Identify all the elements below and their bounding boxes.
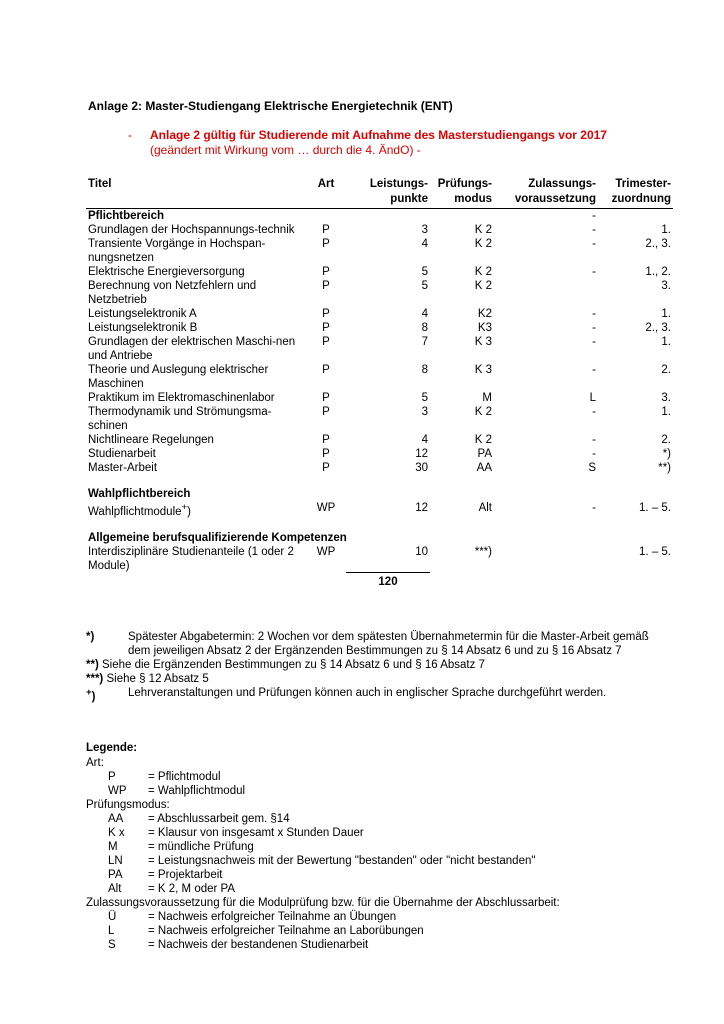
header-zulassungsvoraussetzung: Zulassungs- voraussetzung <box>494 177 598 209</box>
module-trimester: 1. <box>661 224 671 236</box>
section-title: Pflichtbereich <box>88 210 165 222</box>
module-credits: 12 <box>415 448 428 460</box>
table-row <box>86 321 673 335</box>
module-title: Leistungselektronik B <box>88 322 198 334</box>
module-prerequisite <box>494 545 598 573</box>
legend-item: Alt = K 2, M oder PA <box>108 883 236 895</box>
module-exam-mode: K 2 <box>474 406 492 418</box>
legend-item: K x = Klausur von insgesamt x Stunden Dauer <box>108 827 364 839</box>
header-leistungspunkte: Leistungs- punkte <box>346 177 430 209</box>
total-credits: 120 <box>346 573 430 590</box>
module-art: P <box>322 448 330 460</box>
module-exam-mode: ***) <box>474 545 492 558</box>
module-title: Nichtlineare Regelungen <box>88 434 214 446</box>
section-row-wahl <box>86 487 673 501</box>
legend-zv-label: Zulassungsvoraussetzung für die Modulprüfung bzw. für die Übernahme der Abschlussarbeit: <box>86 897 560 909</box>
module-exam-mode: M <box>482 392 492 404</box>
module-prerequisite: - <box>592 364 596 376</box>
module-exam-mode: K 2 <box>474 224 492 236</box>
table-row <box>86 307 673 321</box>
module-title: Praktikum im Elektromaschinenlabor <box>88 392 275 404</box>
module-title: Berechnung von Netzfehlern und Netzbetrieb <box>88 280 257 306</box>
footnotes <box>86 630 656 703</box>
legend-heading: Legende: <box>86 742 138 754</box>
module-art: P <box>322 238 330 250</box>
header-pruefungsmodus: Prüfungs- modus <box>430 177 494 209</box>
module-prerequisite: - <box>592 266 596 278</box>
module-prerequisite: - <box>592 448 596 460</box>
module-exam-mode: AA <box>476 462 492 474</box>
section-row-pflicht <box>86 209 673 224</box>
table-row <box>86 223 673 237</box>
module-trimester: **) <box>658 462 671 474</box>
validity-note <box>128 128 607 158</box>
legend-pm-label: Prüfungsmodus: <box>86 799 170 811</box>
legend-item: Ü = Nachweis erfolgreicher Teilnahme an Übungen <box>108 911 397 923</box>
module-trimester: 1. <box>661 406 671 418</box>
module-credits: 5 <box>421 266 428 278</box>
module-exam-mode: K 3 <box>474 364 492 376</box>
module-exam-mode: K 2 <box>474 266 492 278</box>
total-row <box>86 573 673 590</box>
module-trimester: 3. <box>661 392 671 404</box>
section-title: Allgemeine berufsqualifizierende Kompetenzen <box>88 531 347 544</box>
module-title: Elektrische Energieversorgung <box>88 266 245 278</box>
module-title: Leistungselektronik A <box>88 308 197 320</box>
module-prerequisite: - <box>592 224 596 236</box>
header-art: Art <box>306 177 346 209</box>
footnote: **) Siehe die Ergänzenden Bestimmungen zu § 14 Absatz 6 und § 16 Absatz 7 <box>86 659 485 671</box>
legend-art-label: Art: <box>86 757 104 769</box>
legend-item: WP = Wahlpflichtmodul <box>108 785 246 797</box>
module-trimester: 1. – 5. <box>639 545 671 558</box>
module-art: WP <box>316 545 336 558</box>
legend-item: AA = Abschlussarbeit gem. §14 <box>108 813 290 825</box>
header-titel: Titel <box>86 177 306 209</box>
section-zv: - <box>592 210 596 222</box>
module-credits: 5 <box>421 392 428 404</box>
module-art: P <box>322 434 330 446</box>
module-trimester: 1. <box>661 336 671 348</box>
module-credits: 10 <box>415 545 428 558</box>
module-trimester: 1. – 5. <box>639 502 671 514</box>
module-credits: 8 <box>421 364 428 376</box>
validity-line-2: (geändert mit Wirkung vom … durch die 4. ÄndO) - <box>150 143 421 157</box>
module-prerequisite: - <box>592 502 596 514</box>
module-credits: 30 <box>415 462 428 474</box>
module-exam-mode: K3 <box>477 322 492 334</box>
module-credits: 4 <box>421 308 428 320</box>
module-trimester: 2., 3. <box>645 322 671 334</box>
module-exam-mode: K2 <box>477 308 492 320</box>
module-art: P <box>322 336 330 348</box>
module-table <box>86 177 673 589</box>
validity-dash: - <box>128 128 132 142</box>
module-prerequisite: - <box>592 434 596 446</box>
module-art: P <box>322 224 330 236</box>
legend-item: P = Pflichtmodul <box>108 771 221 783</box>
page-title: Anlage 2: Master-Studiengang Elektrische Energietechnik (ENT) <box>88 99 453 113</box>
legend-item: M = mündliche Prüfung <box>108 841 254 853</box>
validity-line-1: Anlage 2 gültig für Studierende mit Aufnahme des Masterstudiengangs vor 2017 <box>150 128 607 142</box>
module-credits: 12 <box>415 502 428 514</box>
module-title: Grundlagen der Hochspannungs-technik <box>88 224 295 236</box>
module-credits: 3 <box>421 406 428 418</box>
table-header-row <box>86 177 673 209</box>
table-row <box>86 237 673 265</box>
module-trimester: 1. <box>661 308 671 320</box>
header-trimesterzuordnung: Trimester- zuordnung <box>598 177 673 209</box>
module-art: P <box>322 406 330 418</box>
table-row <box>86 265 673 279</box>
module-prerequisite: - <box>592 406 596 418</box>
table-row <box>86 405 673 433</box>
module-prerequisite: - <box>592 308 596 320</box>
module-art: WP <box>316 502 336 514</box>
module-credits: 4 <box>421 434 428 446</box>
module-art: P <box>322 364 330 376</box>
legend-item: L = Nachweis erfolgreicher Teilnahme an Laborübungen <box>108 925 424 937</box>
footnote: *) Spätester Abgabetermin: 2 Wochen vor dem spätesten Übernahmetermin für die Master-Arbeit gemäß dem jeweiligen Absatz 2 der Ergänzenden Bestimmungen zu § 14 Absatz 6 und zu § 16 Absatz 7 <box>86 631 649 657</box>
table-row <box>86 433 673 447</box>
module-title: Master-Arbeit <box>88 462 158 474</box>
table-row <box>86 363 673 391</box>
module-art: P <box>322 280 330 292</box>
module-art: P <box>322 322 330 334</box>
module-art: P <box>322 462 330 474</box>
module-title: Interdisziplinäre Studienanteile (1 oder 2 Module) <box>88 545 294 572</box>
table-row <box>86 335 673 363</box>
legend-item: S = Nachweis der bestandenen Studienarbeit <box>108 939 369 951</box>
table-row <box>86 447 673 461</box>
module-prerequisite: S <box>588 462 596 474</box>
section-title: Wahlpflichtbereich <box>88 488 191 500</box>
module-trimester: *) <box>662 448 671 460</box>
module-title: Wahlpflichtmodule+) <box>88 502 191 518</box>
module-exam-mode: K 2 <box>474 280 492 292</box>
table-row <box>86 501 673 519</box>
module-art: P <box>322 266 330 278</box>
module-exam-mode: Alt <box>478 502 492 514</box>
module-prerequisite <box>494 279 598 307</box>
section-row-allg <box>86 531 673 545</box>
module-exam-mode: K 3 <box>474 336 492 348</box>
module-title: Studienarbeit <box>88 448 156 460</box>
module-trimester: 1., 2. <box>645 266 671 278</box>
module-exam-mode: PA <box>477 448 492 460</box>
table-row <box>86 279 673 307</box>
module-exam-mode: K 2 <box>474 434 492 446</box>
table-row <box>86 391 673 405</box>
legend-item: PA = Projektarbeit <box>108 869 223 881</box>
legend <box>86 741 560 952</box>
module-credits: 7 <box>421 336 428 348</box>
footnote: ***) Siehe § 12 Absatz 5 <box>86 673 209 685</box>
module-title: Thermodynamik und Strömungsma-schinen <box>88 406 272 432</box>
module-trimester: 2. <box>661 364 671 376</box>
table-row <box>86 545 673 573</box>
module-credits: 4 <box>421 238 428 250</box>
legend-item: LN = Leistungsnachweis mit der Bewertung "bestanden" oder "nicht bestanden" <box>108 855 536 867</box>
module-prerequisite: - <box>592 238 596 250</box>
module-prerequisite: - <box>592 336 596 348</box>
module-credits: 3 <box>421 224 428 236</box>
footnote: +) Lehrveranstaltungen und Prüfungen können auch in englischer Sprache durchgeführt werden. <box>86 687 607 703</box>
module-trimester: 2., 3. <box>645 238 671 250</box>
module-exam-mode: K 2 <box>474 238 492 250</box>
module-trimester: 2. <box>661 434 671 446</box>
module-art: P <box>322 392 330 404</box>
module-credits: 8 <box>421 322 428 334</box>
module-title: Grundlagen der elektrischen Maschi-nen und Antriebe <box>88 336 296 362</box>
module-credits: 5 <box>421 280 428 292</box>
module-trimester: 3. <box>661 280 671 292</box>
module-title: Transiente Vorgänge in Hochspan-nungsnetzen <box>88 238 266 264</box>
module-art: P <box>322 308 330 320</box>
table-row <box>86 461 673 475</box>
module-prerequisite: - <box>592 322 596 334</box>
module-prerequisite: L <box>589 392 596 404</box>
module-title: Theorie und Auslegung elektrischer Maschinen <box>88 364 269 390</box>
